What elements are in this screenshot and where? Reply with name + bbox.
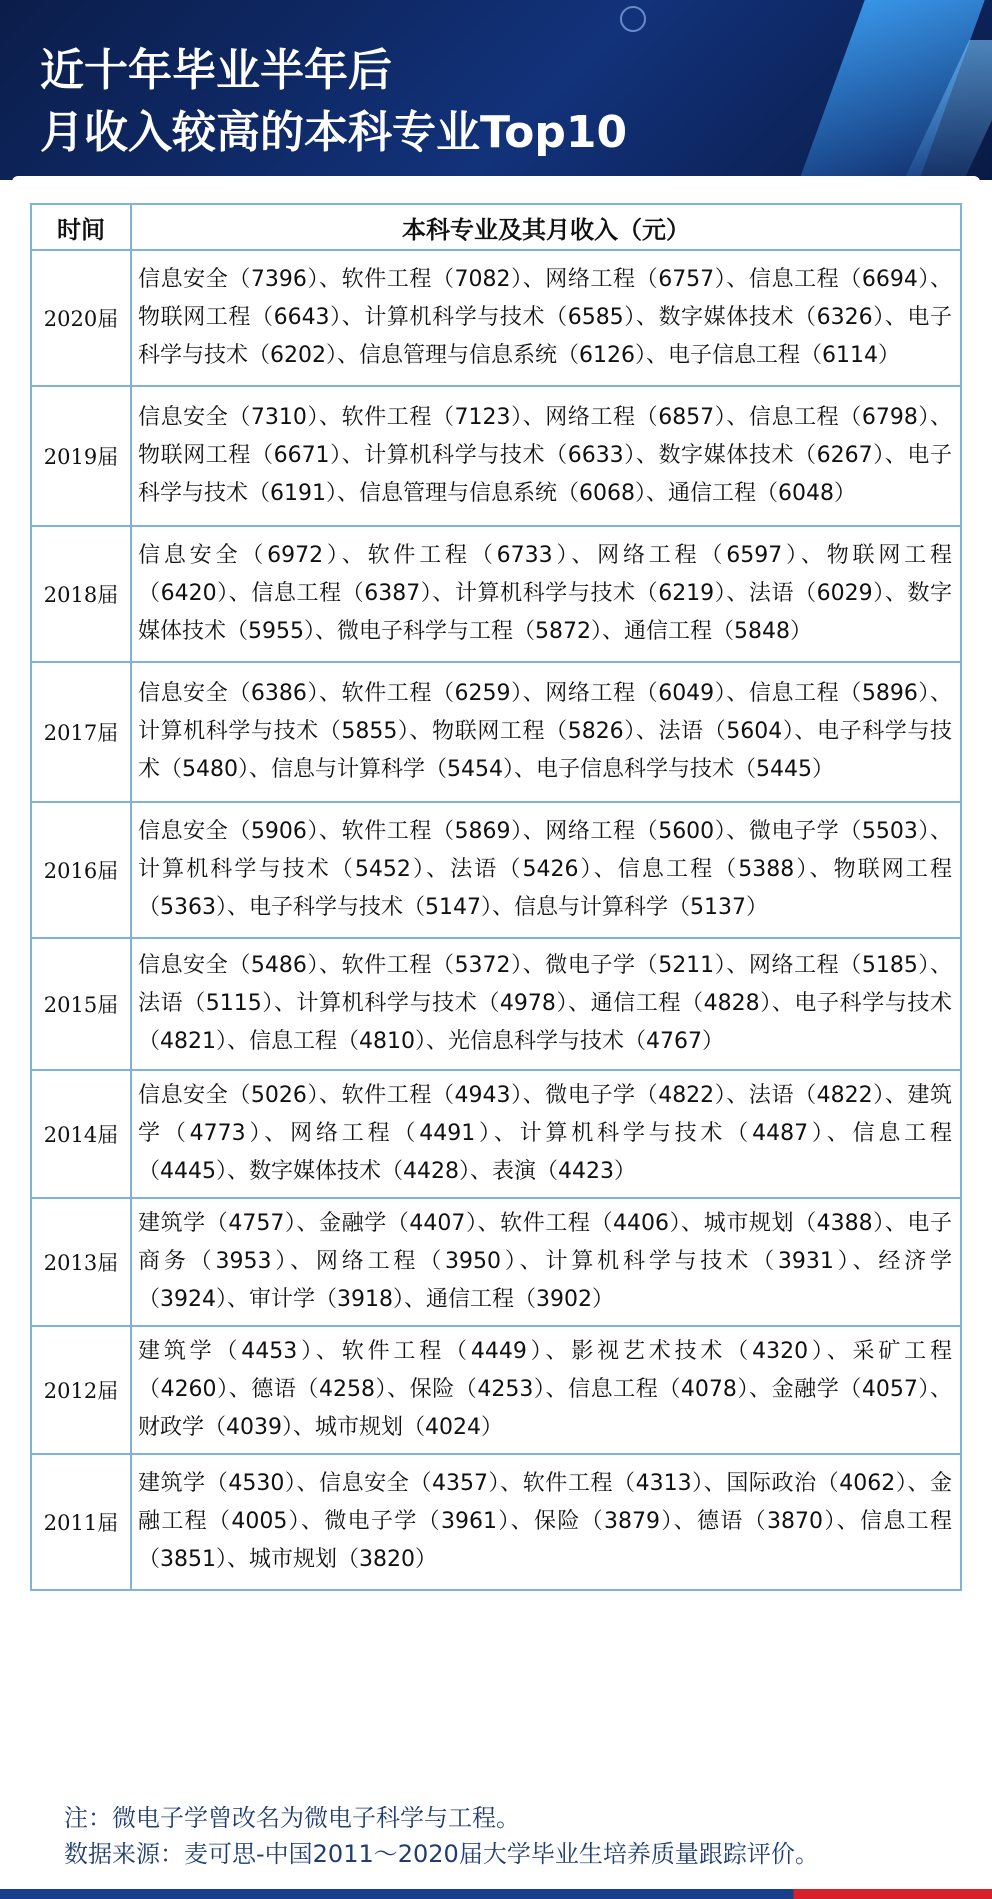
year-cell: 2012届 bbox=[31, 1326, 131, 1454]
year-cell: 2016届 bbox=[31, 802, 131, 938]
header-banner bbox=[0, 0, 992, 180]
majors-cell: 信息安全（7310）、软件工程（7123）、网络工程（6857）、信息工程（6798）、物联网工程（6671）、计算机科学与技术（6633）、数字媒体技术（6267）、电子科学与技术（6191）、信息管理与信息系统（6068）、通信工程（6048） bbox=[131, 386, 961, 526]
table-row bbox=[31, 250, 961, 386]
income-table bbox=[30, 203, 962, 1591]
table-row bbox=[31, 662, 961, 802]
column-header-majors: 本科专业及其月收入（元） bbox=[131, 204, 961, 250]
year-cell: 2014届 bbox=[31, 1070, 131, 1198]
majors-cell: 信息安全（6386）、软件工程（6259）、网络工程（6049）、信息工程（5896）、计算机科学与技术（5855）、物联网工程（5826）、法语（5604）、电子科学与技术（5480）、信息与计算科学（5454）、电子信息科学与技术（5445） bbox=[131, 662, 961, 802]
notes-section bbox=[64, 1800, 819, 1872]
majors-cell: 信息安全（7396）、软件工程（7082）、网络工程（6757）、信息工程（6694）、物联网工程（6643）、计算机科学与技术（6585）、数字媒体技术（6326）、电子科学与技术（6202）、信息管理与信息系统（6126）、电子信息工程（6114） bbox=[131, 250, 961, 386]
source-text: 数据来源：麦可思-中国2011～2020届大学毕业生培养质量跟踪评价。 bbox=[64, 1840, 819, 1868]
majors-cell: 信息安全（5026）、软件工程（4943）、微电子学（4822）、法语（4822）、建筑学（4773）、网络工程（4491）、计算机科学与技术（4487）、信息工程（4445）、数字媒体技术（4428）、表演（4423） bbox=[131, 1070, 961, 1198]
year-cell: 2017届 bbox=[31, 662, 131, 802]
table-row bbox=[31, 526, 961, 662]
table-row bbox=[31, 802, 961, 938]
majors-cell: 建筑学（4757）、金融学（4407）、软件工程（4406）、城市规划（4388）、电子商务（3953）、网络工程（3950）、计算机科学与技术（3931）、经济学（3924）、审计学（3918）、通信工程（3902） bbox=[131, 1198, 961, 1326]
table-row bbox=[31, 386, 961, 526]
table-row bbox=[31, 1326, 961, 1454]
table-row bbox=[31, 938, 961, 1070]
majors-cell: 信息安全（5906）、软件工程（5869）、网络工程（5600）、微电子学（5503）、计算机科学与技术（5452）、法语（5426）、信息工程（5388）、物联网工程（5363）、电子科学与技术（5147）、信息与计算科学（5137） bbox=[131, 802, 961, 938]
table-row bbox=[31, 1454, 961, 1590]
year-cell: 2020届 bbox=[31, 250, 131, 386]
year-cell: 2015届 bbox=[31, 938, 131, 1070]
year-cell: 2019届 bbox=[31, 386, 131, 526]
table-row bbox=[31, 1070, 961, 1198]
title-line-1: 近十年毕业半年后 bbox=[40, 45, 392, 96]
footer-bar bbox=[0, 1889, 992, 1899]
majors-cell: 建筑学（4530）、信息安全（4357）、软件工程（4313）、国际政治（4062）、金融工程（4005）、微电子学（3961）、保险（3879）、德语（3870）、信息工程（3851）、城市规划（3820） bbox=[131, 1454, 961, 1590]
majors-cell: 信息安全（6972）、软件工程（6733）、网络工程（6597）、物联网工程（6420）、信息工程（6387）、计算机科学与技术（6219）、法语（6029）、数字媒体技术（5955）、微电子科学与工程（5872）、通信工程（5848） bbox=[131, 526, 961, 662]
decorative-circle bbox=[620, 6, 646, 32]
year-cell: 2013届 bbox=[31, 1198, 131, 1326]
table-row bbox=[31, 1198, 961, 1326]
majors-cell: 建筑学（4453）、软件工程（4449）、影视艺术技术（4320）、采矿工程（4260）、德语（4258）、保险（4253）、信息工程（4078）、金融学（4057）、财政学（4039）、城市规划（4024） bbox=[131, 1326, 961, 1454]
year-cell: 2011届 bbox=[31, 1454, 131, 1590]
title-line-2: 月收入较高的本科专业Top10 bbox=[40, 107, 628, 158]
page-title bbox=[40, 40, 627, 164]
column-header-time: 时间 bbox=[31, 204, 131, 250]
table-header-row bbox=[31, 204, 961, 250]
majors-cell: 信息安全（5486）、软件工程（5372）、微电子学（5211）、网络工程（5185）、法语（5115）、计算机科学与技术（4978）、通信工程（4828）、电子科学与技术（4821）、信息工程（4810）、光信息科学与技术（4767） bbox=[131, 938, 961, 1070]
note-text: 注：微电子学曾改名为微电子科学与工程。 bbox=[64, 1804, 520, 1832]
year-cell: 2018届 bbox=[31, 526, 131, 662]
